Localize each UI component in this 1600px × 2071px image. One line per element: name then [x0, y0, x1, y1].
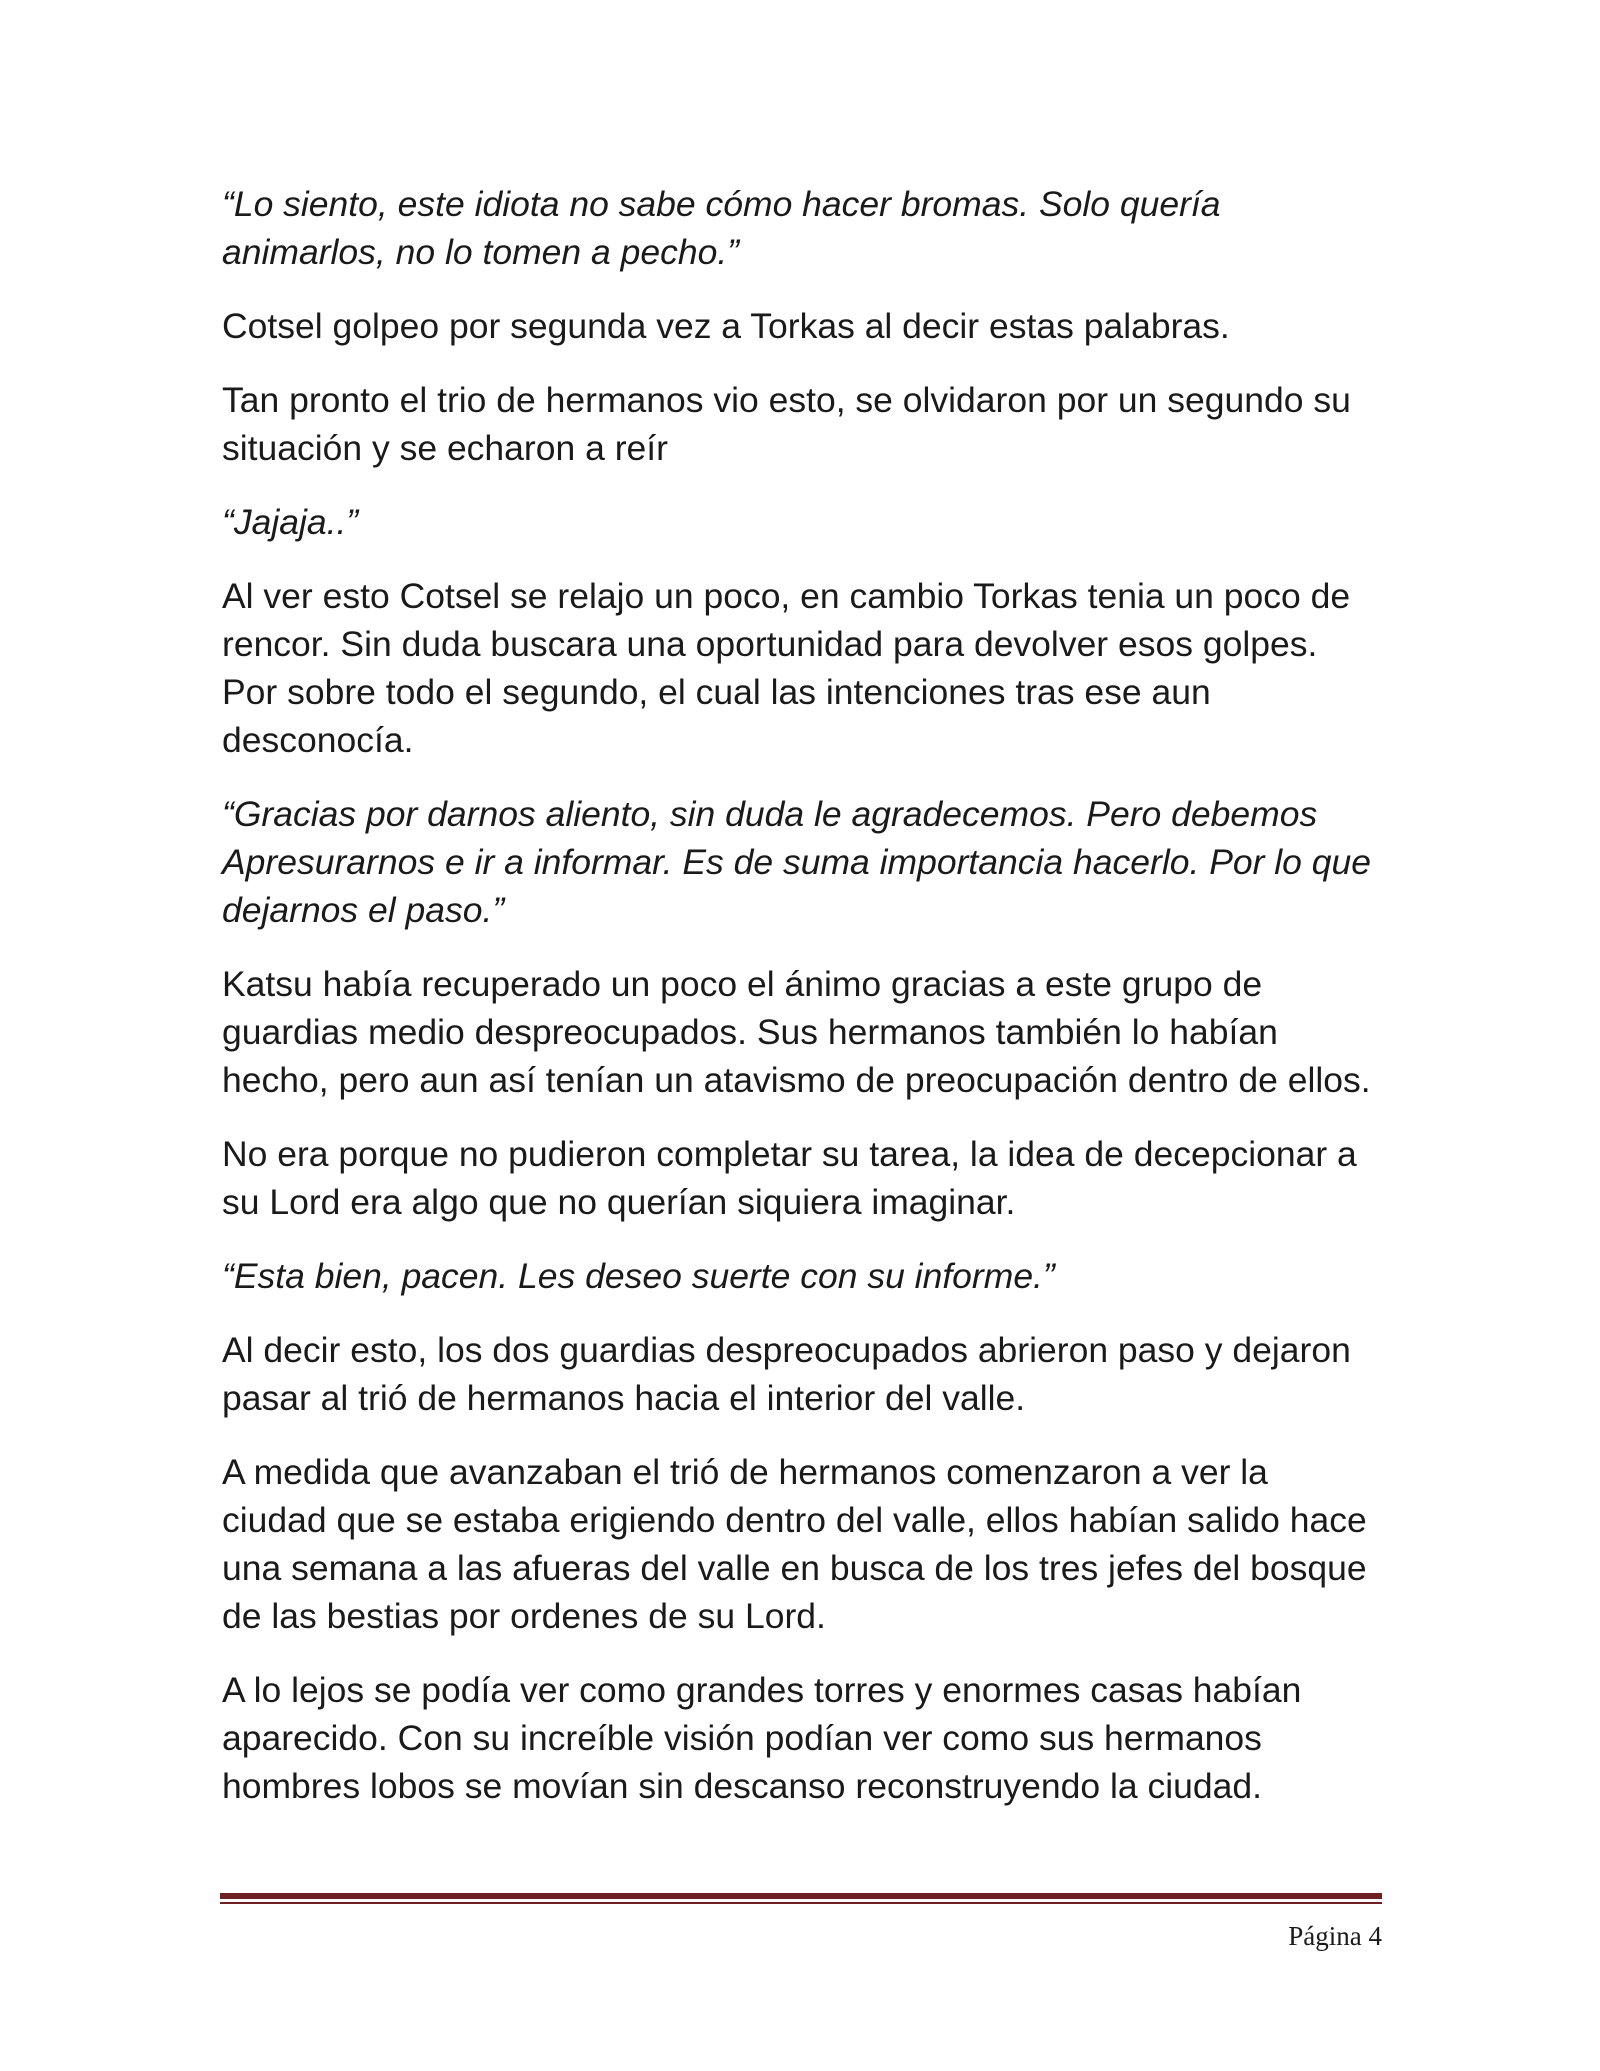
paragraph-dialogue: “Esta bien, pacen. Les deseo suerte con su informe.”: [222, 1256, 1055, 1296]
body-text: [222, 180, 1382, 1836]
paragraph: Cotsel golpeo por segunda vez a Torkas al decir estas palabras.: [222, 306, 1230, 346]
paragraph: Al ver esto Cotsel se relajo un poco, en cambio Torkas tenia un poco de rencor. Sin duda buscara una oportunidad para devolver esos golpes. Por sobre todo el segundo, el cual las intenciones tras ese aun desconocía.: [222, 576, 1351, 760]
paragraph: A medida que avanzaban el trió de hermanos comenzaron a ver la ciudad que se estaba erigiendo dentro del valle, ellos habían salido hace una semana a las afueras del valle en busca de los tres jefes del bosque de las bestias por ordenes de su Lord.: [222, 1452, 1367, 1636]
paragraph-dialogue: “Jajaja..”: [222, 502, 359, 542]
paragraph: No era porque no pudieron completar su tarea, la idea de decepcionar a su Lord era algo que no querían siquiera imaginar.: [222, 1134, 1357, 1222]
paragraph: Katsu había recuperado un poco el ánimo gracias a este grupo de guardias medio despreocupados. Sus hermanos también lo habían hecho, pero aun así tenían un atavismo de preocupación dentro de ellos.: [222, 964, 1371, 1100]
paragraph: Tan pronto el trio de hermanos vio esto, se olvidaron por un segundo su situación y se echaron a reír: [222, 380, 1351, 468]
paragraph: Al decir esto, los dos guardias despreocupados abrieron paso y dejaron pasar al trió de hermanos hacia el interior del valle.: [222, 1330, 1351, 1418]
paragraph-dialogue: “Lo siento, este idiota no sabe cómo hacer bromas. Solo quería animarlos, no lo tomen a pecho.”: [222, 184, 1221, 272]
paragraph-dialogue: “Gracias por darnos aliento, sin duda le agradecemos. Pero debemos Apresurarnos e ir a informar. Es de suma importancia hacerlo. Por lo que dejarnos el paso.”: [222, 794, 1372, 930]
footer-rule-thin: [220, 1902, 1382, 1904]
footer-rule: [220, 1893, 1382, 1904]
page-number: Página 4: [1288, 1921, 1382, 1951]
paragraph: A lo lejos se podía ver como grandes torres y enormes casas habían aparecido. Con su increíble visión podían ver como sus hermanos hombres lobos se movían sin descanso reconstruyendo la ciudad.: [222, 1670, 1302, 1806]
